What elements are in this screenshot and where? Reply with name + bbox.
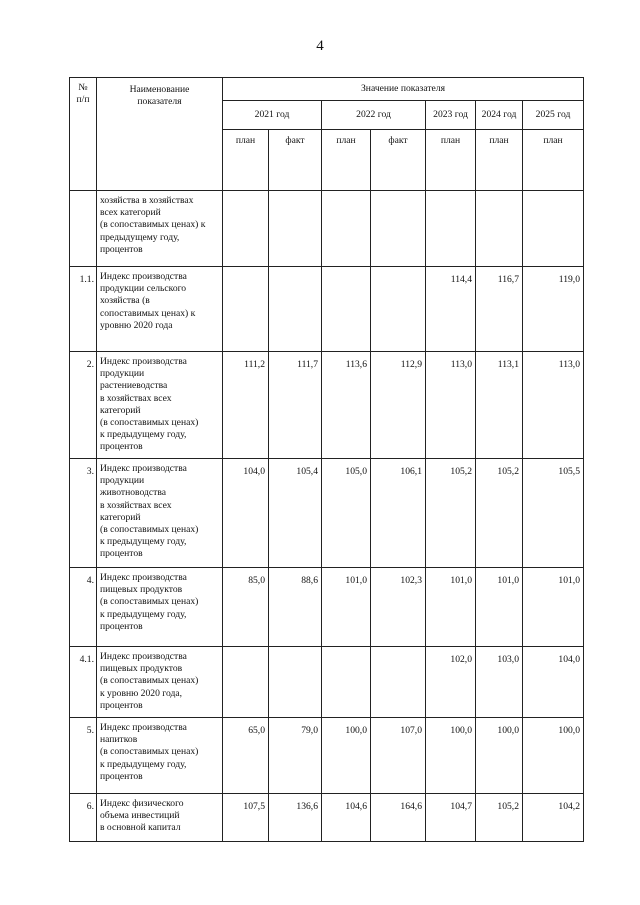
value-cell: 106,1	[371, 459, 426, 568]
indicator-name-line: хозяйства (в	[100, 295, 150, 307]
indicator-name-line: к уровню 2020 года,	[100, 687, 183, 699]
indicator-name	[97, 647, 223, 718]
indicator-name-line: Индекс физического	[100, 798, 184, 809]
value-cell: 100,0	[322, 718, 371, 794]
row-number: 3.	[70, 459, 97, 568]
value-cell: 113,0	[523, 352, 584, 459]
year-header-2025: 2025 год	[523, 101, 584, 130]
indicators-table	[69, 77, 584, 842]
indicator-name	[97, 352, 223, 459]
value-cell: 111,7	[269, 352, 322, 459]
indicator-name	[97, 191, 223, 267]
column-header-number	[70, 78, 97, 191]
indicator-name-line: продукции сельского	[100, 283, 187, 295]
value-cell: 100,0	[523, 718, 584, 794]
indicator-name-line: Индекс производства	[100, 722, 187, 733]
subheader-plan: план	[523, 130, 584, 191]
table-row	[70, 647, 584, 718]
indicator-name-line: к предыдущему году,	[100, 536, 187, 548]
indicator-name-line: пищевых продуктов	[100, 663, 183, 675]
header-name-line: Наименование	[129, 84, 190, 95]
indicator-name-line: Индекс производства	[100, 651, 187, 662]
value-cell: 105,2	[476, 794, 523, 842]
value-cell: 100,0	[476, 718, 523, 794]
indicator-name-line: всех категорий	[100, 207, 161, 219]
subheader-fact: факт	[269, 130, 322, 191]
indicator-name-line: Индекс производства	[100, 356, 187, 367]
value-cell: 111,2	[223, 352, 269, 459]
indicator-name-line: напитков	[100, 734, 138, 746]
indicator-name-line: объема инвестиций	[100, 810, 180, 822]
indicator-name-line: процентов	[100, 243, 143, 255]
subheader-plan: план	[223, 130, 269, 191]
value-cell: 102,0	[426, 647, 476, 718]
indicator-name	[97, 794, 223, 842]
table-row	[70, 352, 584, 459]
indicator-name-line: в хозяйствах всех	[100, 392, 172, 404]
header-num-line: п/п	[76, 94, 90, 106]
indicator-name-line: Индекс производства	[100, 271, 187, 282]
indicator-name-line: категорий	[100, 404, 141, 416]
year-header-2024: 2024 год	[476, 101, 523, 130]
value-cell: 113,6	[322, 352, 371, 459]
value-cell	[223, 191, 269, 267]
value-cell: 112,9	[371, 352, 426, 459]
table-row	[70, 267, 584, 352]
value-cell: 104,0	[523, 647, 584, 718]
value-cell: 85,0	[223, 568, 269, 647]
value-cell: 101,0	[523, 568, 584, 647]
indicator-name-line: к предыдущему году,	[100, 429, 187, 441]
value-cell: 113,1	[476, 352, 523, 459]
column-header-group: Значение показателя	[223, 78, 584, 101]
indicator-name-line: предыдущему году,	[100, 231, 180, 243]
indicator-name	[97, 459, 223, 568]
indicator-name-line: к предыдущему году,	[100, 758, 187, 770]
indicator-name	[97, 568, 223, 647]
indicator-name-line: животноводства	[100, 487, 166, 499]
indicator-name-line: (в сопоставимых ценах)	[100, 746, 199, 758]
value-cell	[223, 267, 269, 352]
indicator-name-line: процентов	[100, 620, 143, 632]
value-cell	[223, 647, 269, 718]
table-row	[70, 794, 584, 842]
value-cell: 107,5	[223, 794, 269, 842]
value-cell: 101,0	[322, 568, 371, 647]
value-cell: 164,6	[371, 794, 426, 842]
value-cell: 113,0	[426, 352, 476, 459]
row-number: 2.	[70, 352, 97, 459]
value-cell	[269, 191, 322, 267]
indicator-name-line: (в сопоставимых ценах)	[100, 675, 199, 687]
header-num-line: №	[78, 82, 88, 93]
header-name-line: показателя	[137, 96, 182, 108]
value-cell: 65,0	[223, 718, 269, 794]
indicator-name	[97, 267, 223, 352]
row-number: 6.	[70, 794, 97, 842]
value-cell	[322, 647, 371, 718]
value-cell	[371, 191, 426, 267]
table-body	[70, 191, 584, 842]
indicator-name-line: уровню 2020 года	[100, 319, 173, 331]
indicator-name-line: (в сопоставимых ценах)	[100, 524, 199, 536]
value-cell: 104,6	[322, 794, 371, 842]
indicator-name-line: в хозяйствах всех	[100, 499, 172, 511]
indicator-name-line: процентов	[100, 699, 143, 711]
indicator-name-line: продукции	[100, 368, 145, 380]
value-cell	[371, 267, 426, 352]
value-cell	[371, 647, 426, 718]
indicator-name-line: к предыдущему году,	[100, 608, 187, 620]
table-row	[70, 718, 584, 794]
column-header-name	[97, 78, 223, 191]
indicator-name-line: Индекс производства	[100, 572, 187, 583]
value-cell: 119,0	[523, 267, 584, 352]
value-cell: 100,0	[426, 718, 476, 794]
value-cell: 104,7	[426, 794, 476, 842]
table-row	[70, 191, 584, 267]
indicator-name-line: (в сопоставимых ценах) к	[100, 219, 206, 231]
table-row	[70, 459, 584, 568]
value-cell: 104,2	[523, 794, 584, 842]
value-cell: 136,6	[269, 794, 322, 842]
indicator-name-line: сопоставимых ценах) к	[100, 307, 196, 319]
value-cell: 101,0	[426, 568, 476, 647]
value-cell: 105,2	[426, 459, 476, 568]
value-cell	[523, 191, 584, 267]
row-number: 5.	[70, 718, 97, 794]
subheader-plan: план	[476, 130, 523, 191]
subheader-plan: план	[426, 130, 476, 191]
indicator-name-line: процентов	[100, 441, 143, 453]
value-cell: 107,0	[371, 718, 426, 794]
value-cell	[269, 267, 322, 352]
year-header-2022: 2022 год	[322, 101, 426, 130]
value-cell: 105,0	[322, 459, 371, 568]
year-header-2023: 2023 год	[426, 101, 476, 130]
value-cell: 103,0	[476, 647, 523, 718]
value-cell: 105,5	[523, 459, 584, 568]
page-number: 4	[316, 38, 324, 54]
year-header-2021: 2021 год	[223, 101, 322, 130]
indicator-name-line: Индекс производства	[100, 463, 187, 474]
value-cell: 79,0	[269, 718, 322, 794]
value-cell: 105,2	[476, 459, 523, 568]
value-cell: 114,4	[426, 267, 476, 352]
value-cell: 104,0	[223, 459, 269, 568]
indicator-name-line: процентов	[100, 548, 143, 560]
value-cell	[476, 191, 523, 267]
value-cell: 101,0	[476, 568, 523, 647]
row-number	[70, 191, 97, 267]
indicator-name-line: продукции	[100, 475, 145, 487]
indicator-name-line: растениеводства	[100, 380, 168, 392]
subheader-plan: план	[322, 130, 371, 191]
row-number: 4.1.	[70, 647, 97, 718]
row-number: 1.1.	[70, 267, 97, 352]
value-cell: 116,7	[476, 267, 523, 352]
indicator-name-line: (в сопоставимых ценах)	[100, 417, 199, 429]
indicator-name-line: пищевых продуктов	[100, 584, 183, 596]
value-cell: 88,6	[269, 568, 322, 647]
table-row	[70, 568, 584, 647]
value-cell	[426, 191, 476, 267]
indicator-name-line: категорий	[100, 511, 141, 523]
value-cell	[269, 647, 322, 718]
indicator-name-line: в основной капитал	[100, 822, 181, 834]
value-cell	[322, 267, 371, 352]
indicator-name	[97, 718, 223, 794]
value-cell	[322, 191, 371, 267]
value-cell: 105,4	[269, 459, 322, 568]
indicator-name-line: процентов	[100, 770, 143, 782]
indicator-name-line: (в сопоставимых ценах)	[100, 596, 199, 608]
row-number: 4.	[70, 568, 97, 647]
subheader-fact: факт	[371, 130, 426, 191]
table-header	[70, 78, 584, 191]
value-cell: 102,3	[371, 568, 426, 647]
indicator-name-line: хозяйства в хозяйствах	[100, 195, 194, 206]
